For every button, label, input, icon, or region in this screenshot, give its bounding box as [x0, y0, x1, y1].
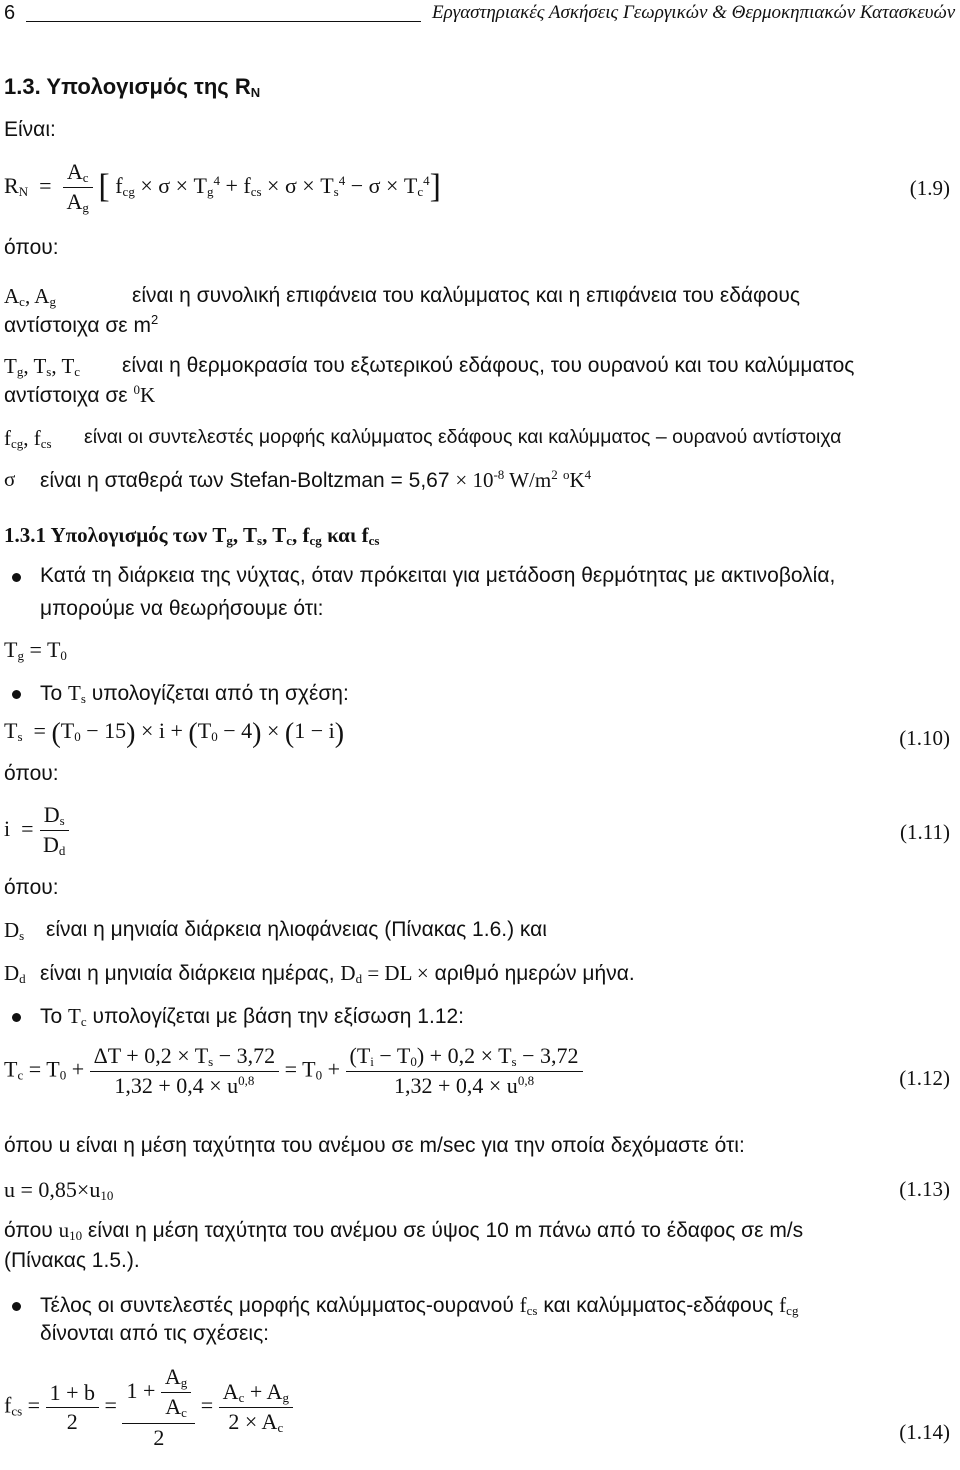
- equation-tg: $T_g = T_0$: [4, 637, 67, 663]
- dd-symbol: $D_d$: [4, 961, 26, 986]
- t-desc: είναι η θερμοκρασία του εξωτερικού εδάφους, του ουρανού και του καλύμματος: [122, 354, 855, 377]
- eq-number-1-13: (1.13): [899, 1177, 950, 1201]
- ac-ag-desc: είναι η συνολική επιφάνεια του καλύμματος και η επιφάνεια του εδάφους: [132, 284, 800, 307]
- eq-number-1-10: (1.10): [899, 726, 950, 750]
- equation-1-11: i = $\frac{D_s}{D_d}$: [4, 803, 69, 859]
- bullet-2-text: Το $T_s$ υπολογίζεται από τη σχέση:: [40, 681, 349, 706]
- ds-symbol: $D_s$: [4, 918, 25, 943]
- ac-ag-desc-2: αντίστοιχα σε $m^2$: [4, 312, 159, 337]
- eq-number-1-11: (1.11): [900, 820, 950, 844]
- eq-number-1-12: (1.12): [899, 1066, 950, 1090]
- einai-label: Είναι:: [4, 118, 56, 141]
- header-rule: [26, 21, 421, 22]
- equation-1-14: $f_{cs}$ = $\frac{1 + b}{2}$ = 1 + $\frac{A_g}{A_c}$ 2 = $\frac{A_c + A_g}{2 \times A_c}$: [4, 1365, 293, 1450]
- bullet-1-text: Κατά τη διάρκεια της νύχτας, όταν πρόκειται για μετάδοση θερμότητας με ακτινοβολία,: [40, 564, 836, 587]
- section-title: 1.3. Υπολογισμός της $R_N$: [4, 74, 261, 100]
- eq-number-1-9: (1.9): [909, 176, 950, 200]
- u-desc: όπου u είναι η μέση ταχύτητα του ανέμου σε m/sec για την οποία δεχόμαστε ότι:: [4, 1134, 745, 1157]
- subsection-title: 1.3.1 Υπολογισμός των $T_g$, $T_s$, $T_c$, $f_{cg}$ και $f_{cs}$: [4, 523, 380, 548]
- bullet-4: [12, 1302, 21, 1311]
- u10-desc: όπου $u_{10}$ είναι η μέση ταχύτητα του ανέμου σε ύψος 10 m πάνω από το έδαφος σε m/s: [4, 1218, 804, 1243]
- bullet-1-text-2: μπορούμε να θεωρήσουμε ότι:: [40, 597, 324, 620]
- header-title: Εργαστηριακές Ασκήσεις Γεωργικών & Θερμοκηπιακών Κατασκευών: [432, 2, 956, 23]
- sigma-symbol: σ: [4, 467, 16, 491]
- f-symbols: $f_{cg}$, $f_{cs}$: [4, 426, 52, 451]
- dd-desc: είναι η μηνιαία διάρκεια ημέρας, $D_d$ = DL × αριθμό ημερών μήνα.: [40, 961, 635, 986]
- page-number: 6: [4, 2, 16, 24]
- ac-ag-symbols: $A_c$, $A_g$: [4, 284, 56, 309]
- equation-1-13: $u = 0,85\times u_{10}$: [4, 1177, 114, 1203]
- bullet-1: [12, 573, 21, 582]
- equation-1-10: $T_s = (T_0 - 15) \times i + (T_0 - 4) \times (1 - i)$: [4, 718, 345, 749]
- opou-label-3: όπου:: [4, 876, 59, 899]
- bullet-2: [12, 690, 21, 699]
- opou-label-1: όπου:: [4, 236, 59, 259]
- equation-1-9: $R_N$ = $\frac{A_c}{A_g}$ [ $f_{cg} \times \sigma \times T_g^4 + f_{cs} \times \sigma \times T_s^4 - \sigma \times T_c^4$]: [4, 159, 441, 216]
- ds-desc: είναι η μηνιαία διάρκεια ηλιοφάνειας (Πίνακας 1.6.) και: [46, 918, 547, 941]
- t-desc-2: αντίστοιχα σε $^0$K: [4, 382, 156, 407]
- opou-label-2: όπου:: [4, 762, 59, 785]
- bullet-4-text-2: δίνονται από τις σχέσεις:: [40, 1322, 270, 1345]
- equation-1-12: $T_c = T_0$ + $\frac{\Delta T + 0,2 \times T_s - 3,72}{1,32 + 0,4 \times u^{0,8}}$ = $T_0$ + $\frac{(T_i - T_0) + 0,2 \times T_s - 3,72}{1,32 + 0,4 \times u^{0,8}}$: [4, 1044, 583, 1098]
- f-desc: είναι οι συντελεστές μορφής καλύμματος εδάφους και καλύμματος – ουρανού αντίστοιχα: [84, 426, 842, 448]
- bullet-3-text: Το $T_c$ υπολογίζεται με βάση την εξίσωση 1.12:: [40, 1004, 465, 1029]
- t-symbols: $T_g$, $T_s$, $T_c$: [4, 354, 81, 379]
- eq-number-1-14: (1.14): [899, 1420, 950, 1444]
- bullet-4-text: Τέλος οι συντελεστές μορφής καλύμματος-ουρανού $f_{cs}$ και καλύμματος-εδάφους $f_{cg}$: [40, 1293, 799, 1318]
- u10-desc-2: (Πίνακας 1.5.).: [4, 1249, 140, 1272]
- sigma-desc: είναι η σταθερά των Stefan-Boltzman = $5,67 \times 10^{-8}$ $W/m^2$ $^oK^4$: [40, 467, 592, 492]
- bullet-3: [12, 1013, 21, 1022]
